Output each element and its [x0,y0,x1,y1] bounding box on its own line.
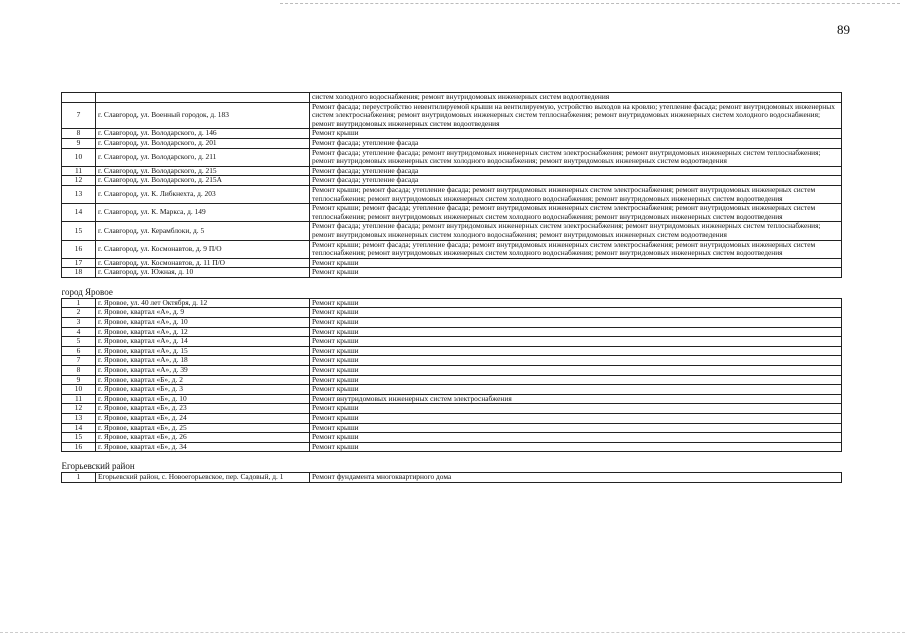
row-address: г. Яровое, квартал «Б», д. 25 [96,423,310,433]
row-works: Ремонт крыши [310,308,842,318]
row-address: г. Славгород, ул. Володарского, д. 211 [96,148,310,166]
row-number: 14 [62,423,96,433]
row-number: 13 [62,185,96,203]
row-number: 3 [62,318,96,328]
table-row [62,268,842,278]
row-address: г. Славгород, ул. Космонавтов, д. 11 П/О [96,258,310,268]
row-works: Ремонт внутридомовых инженерных систем электроснабжения [310,394,842,404]
row-works: Ремонт фасада; утепление фасада; ремонт внутридомовых инженерных систем электроснабжения; ремонт внутридомовых инженерных систем теплоснабжения; ремонт внутридомовых инженерных систем холодного водоснабжения; ремонт внутридомовых инженерных систем водоотведения [310,148,842,166]
table-row [62,138,842,148]
table-row [62,404,842,414]
row-works: Ремонт крыши [310,385,842,395]
table-row [62,240,842,258]
table-row [62,166,842,176]
row-address: г. Яровое, квартал «А», д. 18 [96,356,310,366]
row-number: 10 [62,148,96,166]
row-address: г. Яровое, ул. 40 лет Октября, д. 12 [96,298,310,308]
row-address: г. Яровое, квартал «Б», д. 26 [96,433,310,443]
row-works: Ремонт крыши [310,268,842,278]
row-works: Ремонт крыши [310,346,842,356]
row-number: 11 [62,166,96,176]
row-number: 15 [62,433,96,443]
row-number: 16 [62,442,96,452]
row-address: г. Яровое, квартал «А», д. 9 [96,308,310,318]
table-row [62,176,842,186]
row-works: Ремонт крыши [310,414,842,424]
row-address: г. Славгород, ул. К. Маркса, д. 149 [96,204,310,222]
table-row [62,423,842,433]
table-row [62,258,842,268]
table-row [62,222,842,240]
row-number: 17 [62,258,96,268]
row-works: Ремонт фасада; переустройство невентилируемой крыши на вентилируемую, устройство выходов на кровлю; утепление фасада; ремонт внутридомовых инженерных систем электроснабжения; ремонт внутридомовых инженерных систем теплоснабжения; ремонт внутридомовых инженерных систем холодного водоснабжения; ремонт внутридомовых инженерных систем водоотведения [310,102,842,129]
table-row [62,318,842,328]
table-row [62,298,842,308]
row-number: 7 [62,356,96,366]
table-row [62,327,842,337]
table-row-continuation [62,93,842,103]
row-works: Ремонт крыши [310,327,842,337]
row-address: г. Яровое, квартал «А», д. 39 [96,366,310,376]
row-works: Ремонт крыши [310,337,842,347]
row-address: г. Яровое, квартал «Б», д. 10 [96,394,310,404]
row-address: г. Яровое, квартал «Б», д. 24 [96,414,310,424]
table-row [62,433,842,443]
row-number: 11 [62,394,96,404]
row-number: 9 [62,375,96,385]
row-address: г. Славгород, ул. Военный городок, д. 183 [96,102,310,129]
row-works: Ремонт крыши [310,423,842,433]
row-works: Ремонт крыши; ремонт фасада; утепление фасада; ремонт внутридомовых инженерных систем электроснабжения; ремонт внутридомовых инженерных систем теплоснабжения; ремонт внутридомовых инженерных систем холодного водоснабжения; ремонт внутридомовых инженерных систем водоотведения [310,240,842,258]
scan-artifact-bottom [0,632,905,633]
row-address: г. Славгород, ул. Космонавтов, д. 9 П/О [96,240,310,258]
table-row [62,185,842,203]
row-works: Ремонт крыши [310,258,842,268]
row-number: 5 [62,337,96,347]
table-row [62,148,842,166]
row-works: Ремонт фасада; утепление фасада; ремонт внутридомовых инженерных систем электроснабжения; ремонт внутридомовых инженерных систем теплоснабжения; ремонт внутридомовых инженерных систем холодного водоснабжения; ремонт внутридомовых инженерных систем водоотведения [310,222,842,240]
row-address: г. Яровое, квартал «А», д. 12 [96,327,310,337]
row-number: 2 [62,308,96,318]
row-works: Ремонт фундамента многоквартирного дома [310,473,842,483]
scan-artifact-top [280,3,900,4]
page-number: 89 [837,22,850,37]
table-row [62,102,842,129]
row-works: Ремонт крыши [310,298,842,308]
row-address [96,93,310,103]
section-title: Егорьевский район [61,461,135,472]
row-address: г. Славгород, ул. Володарского, д. 201 [96,138,310,148]
table-row [62,129,842,139]
row-works: Ремонт фасада; утепление фасада [310,166,842,176]
row-address: г. Славгород, ул. Южная, д. 10 [96,268,310,278]
table-body [62,93,842,483]
row-address: г. Яровое, квартал «Б», д. 3 [96,385,310,395]
row-address: г. Яровое, квартал «Б», д. 34 [96,442,310,452]
row-works: Ремонт крыши [310,129,842,139]
row-address: г. Яровое, квартал «А», д. 15 [96,346,310,356]
table-row [62,356,842,366]
row-number: 8 [62,129,96,139]
row-works: Ремонт крыши [310,366,842,376]
row-number: 12 [62,404,96,414]
table-row [62,473,842,483]
row-number: 16 [62,240,96,258]
row-works: систем холодного водоснабжения; ремонт внутридомовых инженерных систем водоотведения [310,93,842,103]
row-number: 14 [62,204,96,222]
table-row [62,308,842,318]
row-number: 18 [62,268,96,278]
row-number: 13 [62,414,96,424]
row-address: г. Яровое, квартал «Б», д. 2 [96,375,310,385]
row-works: Ремонт крыши [310,375,842,385]
row-works: Ремонт крыши; ремонт фасада; утепление фасада; ремонт внутридомовых инженерных систем электроснабжения; ремонт внутридомовых инженерных систем теплоснабжения; ремонт внутридомовых инженерных систем холодного водоснабжения; ремонт внутридомовых инженерных систем водоотведения [310,185,842,203]
row-works: Ремонт крыши [310,318,842,328]
table-row [62,366,842,376]
row-address: г. Славгород, ул. Керамблоки, д. 5 [96,222,310,240]
row-number: 1 [62,298,96,308]
table-row [62,442,842,452]
table-row [62,394,842,404]
row-address: г. Славгород, ул. Володарского, д. 215 [96,166,310,176]
row-works: Ремонт крыши [310,433,842,443]
table-row [62,337,842,347]
row-works: Ремонт фасада; утепление фасада [310,138,842,148]
table-row [62,204,842,222]
row-number: 6 [62,346,96,356]
row-address: г. Яровое, квартал «А», д. 10 [96,318,310,328]
row-works: Ремонт крыши [310,356,842,366]
row-address: г. Яровое, квартал «Б», д. 23 [96,404,310,414]
row-number: 15 [62,222,96,240]
table-row [62,385,842,395]
repair-works-table [61,92,842,483]
table-row [62,375,842,385]
row-address: г. Яровое, квартал «А», д. 14 [96,337,310,347]
row-address: г. Славгород, ул. К. Либкнехта, д. 203 [96,185,310,203]
row-number: 9 [62,138,96,148]
row-works: Ремонт крыши [310,442,842,452]
table-row [62,414,842,424]
row-address: Егорьевский район, с. Новоегорьевское, пер. Садовый, д. 1 [96,473,310,483]
row-number: 1 [62,473,96,483]
section-title: город Яровое [61,286,113,297]
row-address: г. Славгород, ул. Володарского, д. 215А [96,176,310,186]
row-number: 12 [62,176,96,186]
table-row [62,346,842,356]
section-heading-row [62,277,842,298]
row-works: Ремонт фасада; утепление фасада [310,176,842,186]
row-number: 8 [62,366,96,376]
row-works: Ремонт крыши; ремонт фасада; утепление фасада; ремонт внутридомовых инженерных систем электроснабжения; ремонт внутридомовых инженерных систем теплоснабжения; ремонт внутридомовых инженерных систем холодного водоснабжения; ремонт внутридомовых инженерных систем водоотведения [310,204,842,222]
row-works: Ремонт крыши [310,404,842,414]
row-number: 7 [62,102,96,129]
row-number: 4 [62,327,96,337]
row-number [62,93,96,103]
row-address: г. Славгород, ул. Володарского, д. 146 [96,129,310,139]
row-number: 10 [62,385,96,395]
section-heading-row [62,452,842,473]
